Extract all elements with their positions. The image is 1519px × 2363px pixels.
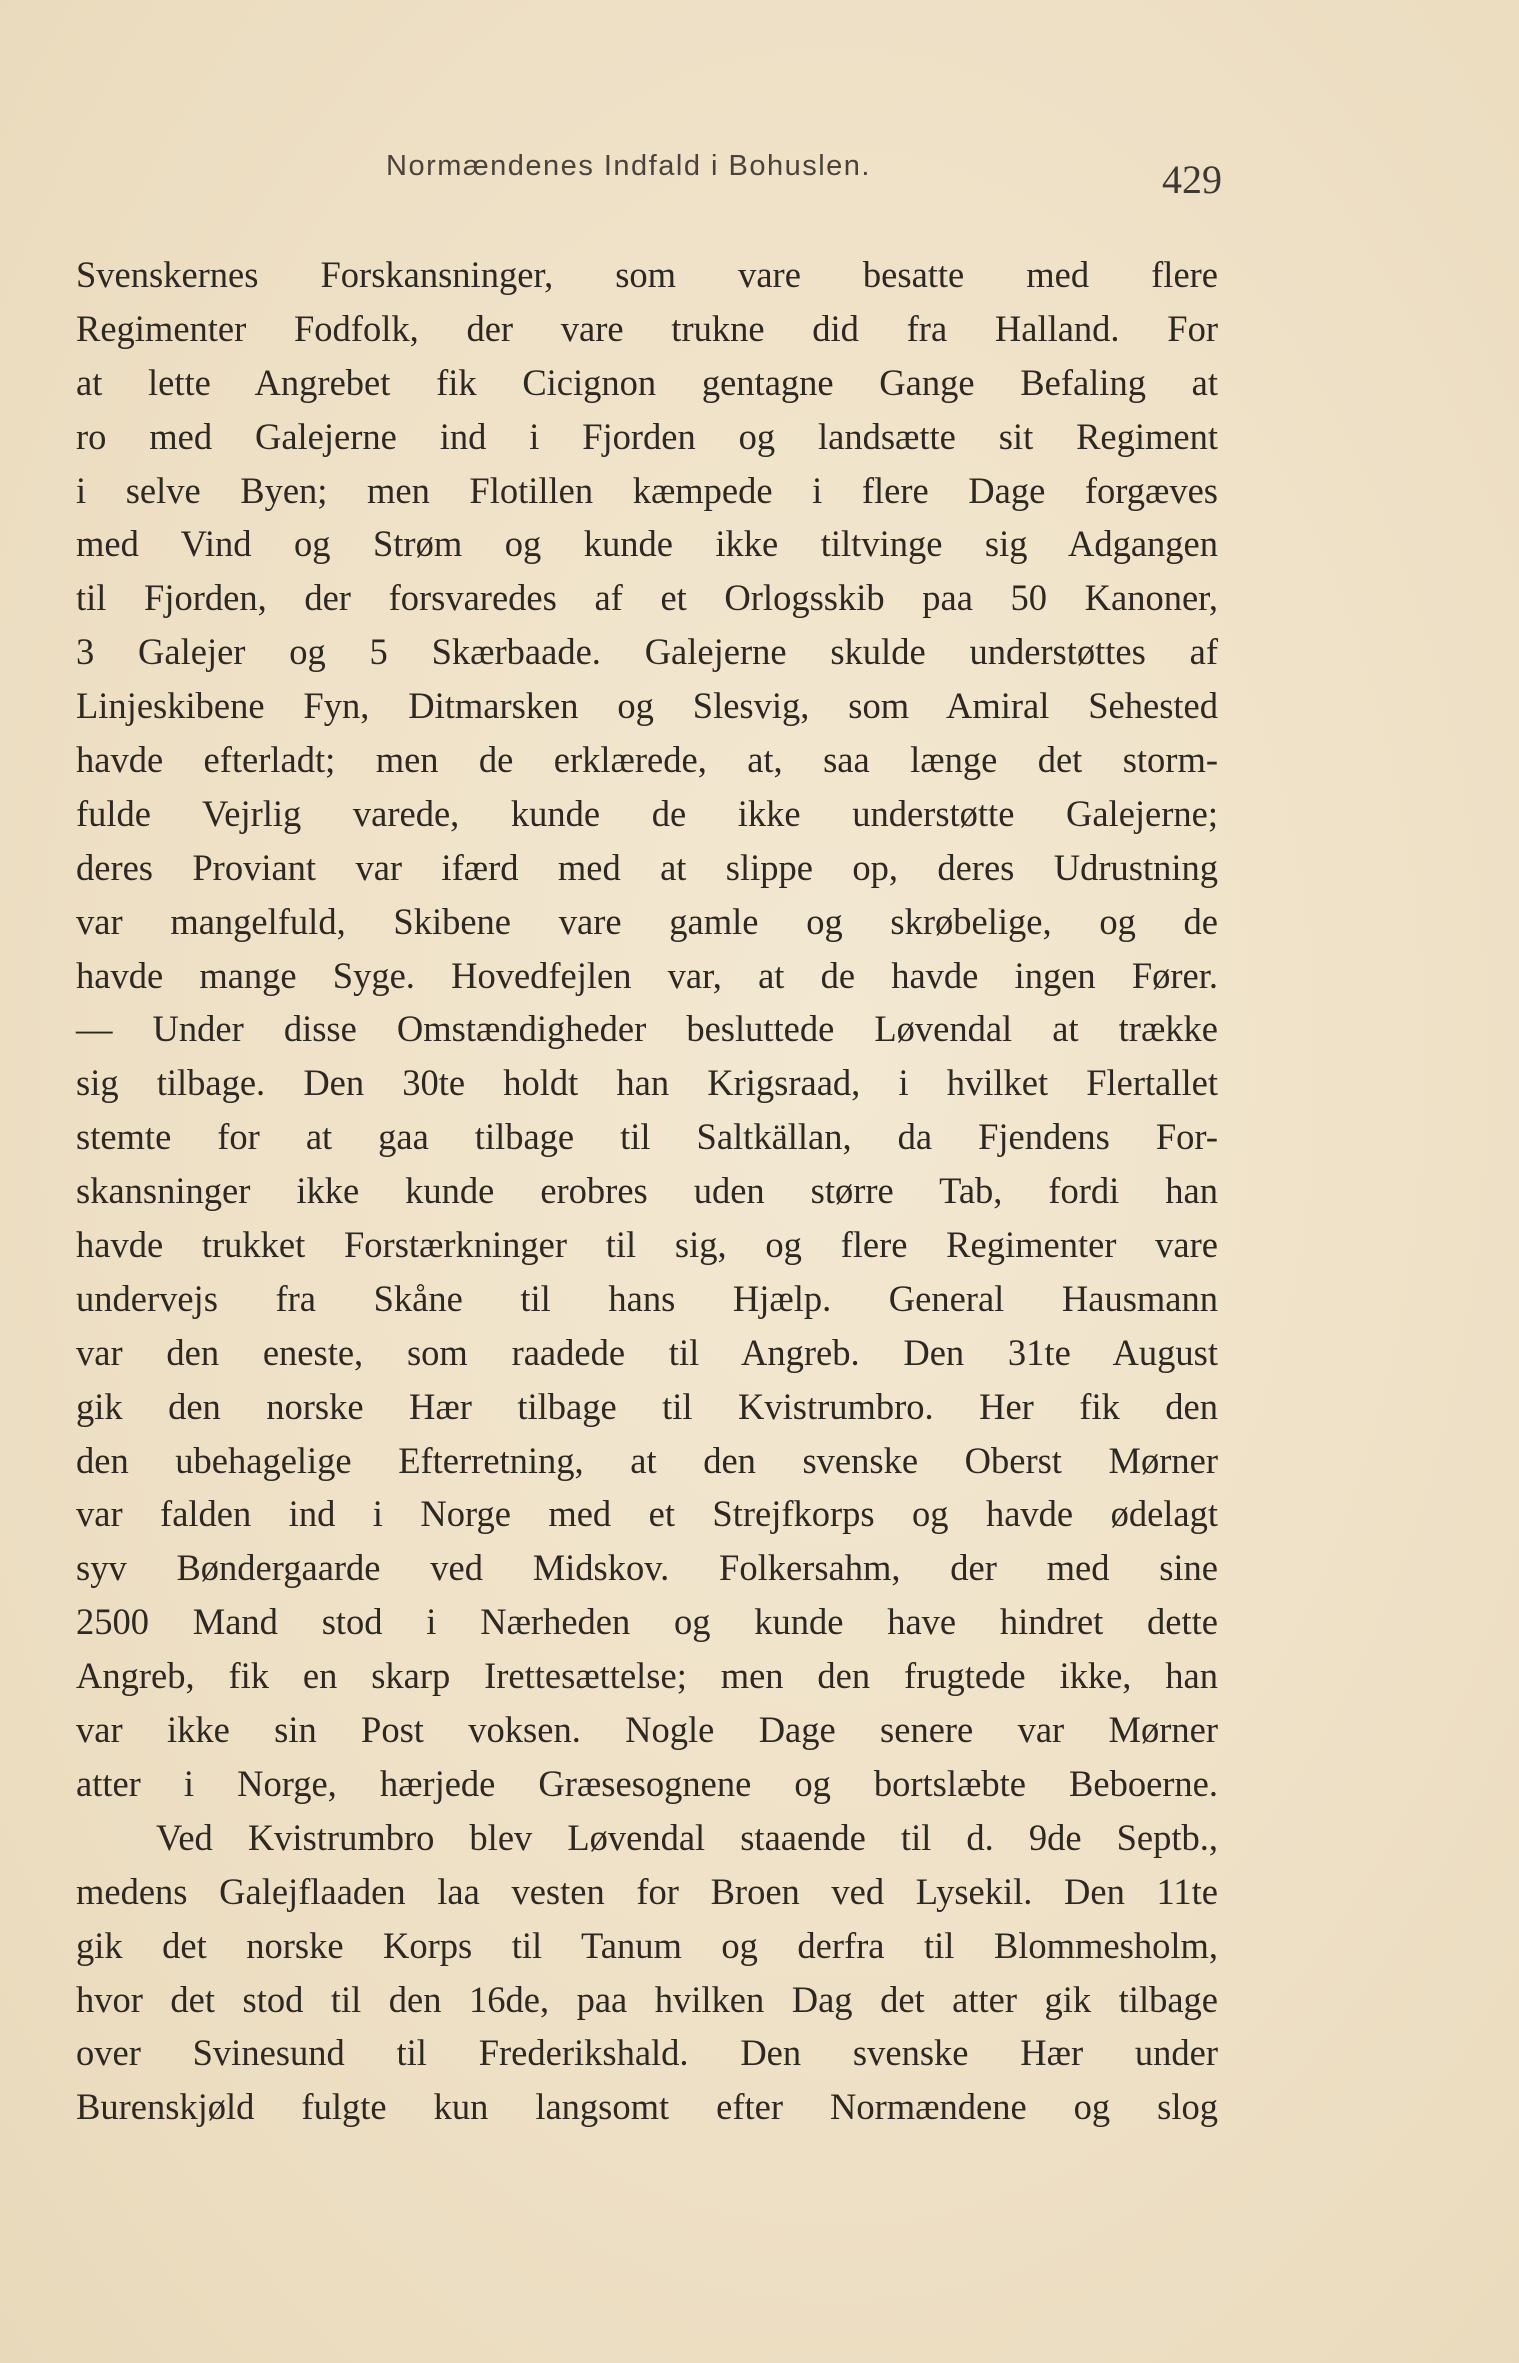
text-line: var falden ind i Norge med et Strejfkorps og havde ødelagt <box>76 1493 1218 1535</box>
text-line: i selve Byen; men Flotillen kæmpede i flere Dage forgæves <box>76 469 1218 511</box>
text-line: 3 Galejer og 5 Skærbaade. Galejerne skulde understøttes af <box>76 631 1218 673</box>
text-line: gik den norske Hær tilbage til Kvistrumbro. Her fik den <box>76 1385 1218 1427</box>
text-line: skansninger ikke kunde erobres uden større Tab, fordi han <box>76 1170 1218 1212</box>
text-line: med Vind og Strøm og kunde ikke tiltvinge sig Adgangen <box>76 523 1218 565</box>
running-title: Normændenes Indfald i Bohuslen. <box>386 150 871 182</box>
text-line: gik det norske Korps til Tanum og derfra til Blommesholm, <box>76 1924 1218 1966</box>
text-line: var mangelfuld, Skibene vare gamle og skrøbelige, og de <box>76 900 1218 942</box>
text-line: havde trukket Forstærkninger til sig, og flere Regimenter vare <box>76 1224 1218 1266</box>
text-line: deres Proviant var ifærd med at slippe op, deres Udrustning <box>76 846 1218 888</box>
text-line: hvor det stod til den 16de, paa hvilken Dag det atter gik tilbage <box>76 1978 1218 2020</box>
text-line: Linjeskibene Fyn, Ditmarsken og Slesvig, som Amiral Sehested <box>76 685 1218 727</box>
text-line: fulde Vejrlig varede, kunde de ikke understøtte Galejerne; <box>76 792 1218 834</box>
text-line: Angreb, fik en skarp Irettesættelse; men den frugtede ikke, han <box>76 1655 1218 1697</box>
text-line: 2500 Mand stod i Nærheden og kunde have hindret dette <box>76 1601 1218 1643</box>
text-line: havde mange Syge. Hovedfejlen var, at de havde ingen Fører. <box>76 954 1218 996</box>
text-line: ro med Galejerne ind i Fjorden og landsætte sit Regiment <box>76 415 1218 457</box>
text-line: Burenskjøld fulgte kun langsomt efter Normændene og slog <box>76 2086 1218 2128</box>
text-line: at lette Angrebet fik Cicignon gentagne Gange Befaling at <box>76 361 1218 403</box>
body-text <box>76 248 1218 2134</box>
text-line: stemte for at gaa tilbage til Saltkällan, da Fjendens For- <box>76 1116 1218 1158</box>
text-line: syv Bøndergaarde ved Midskov. Folkersahm, der med sine <box>76 1547 1218 1589</box>
text-line: Regimenter Fodfolk, der vare trukne did fra Halland. For <box>76 307 1218 349</box>
text-line: var ikke sin Post voksen. Nogle Dage senere var Mørner <box>76 1709 1218 1751</box>
text-line: var den eneste, som raadede til Angreb. Den 31te August <box>76 1331 1218 1373</box>
text-line: atter i Norge, hærjede Græsesognene og bortslæbte Beboerne. <box>76 1762 1218 1804</box>
page-number: 429 <box>1162 157 1222 202</box>
text-line: Ved Kvistrumbro blev Løvendal staaende til d. 9de Septb., <box>156 1816 1218 1858</box>
text-line: — Under disse Omstændigheder besluttede Løvendal at trække <box>76 1008 1218 1050</box>
text-line: sig tilbage. Den 30te holdt han Krigsraad, i hvilket Flertallet <box>76 1062 1218 1104</box>
text-line: undervejs fra Skåne til hans Hjælp. General Hausmann <box>76 1277 1218 1319</box>
text-line: den ubehagelige Efterretning, at den svenske Oberst Mørner <box>76 1439 1218 1481</box>
text-line: medens Galejflaaden laa vesten for Broen ved Lysekil. Den 11te <box>76 1870 1218 1912</box>
text-line: over Svinesund til Frederikshald. Den svenske Hær under <box>76 2032 1218 2074</box>
text-line: havde efterladt; men de erklærede, at, saa længe det storm- <box>76 739 1218 781</box>
text-line: til Fjorden, der forsvaredes af et Orlogsskib paa 50 Kanoner, <box>76 577 1218 619</box>
text-line: Svenskernes Forskansninger, som vare besatte med flere <box>76 254 1218 295</box>
